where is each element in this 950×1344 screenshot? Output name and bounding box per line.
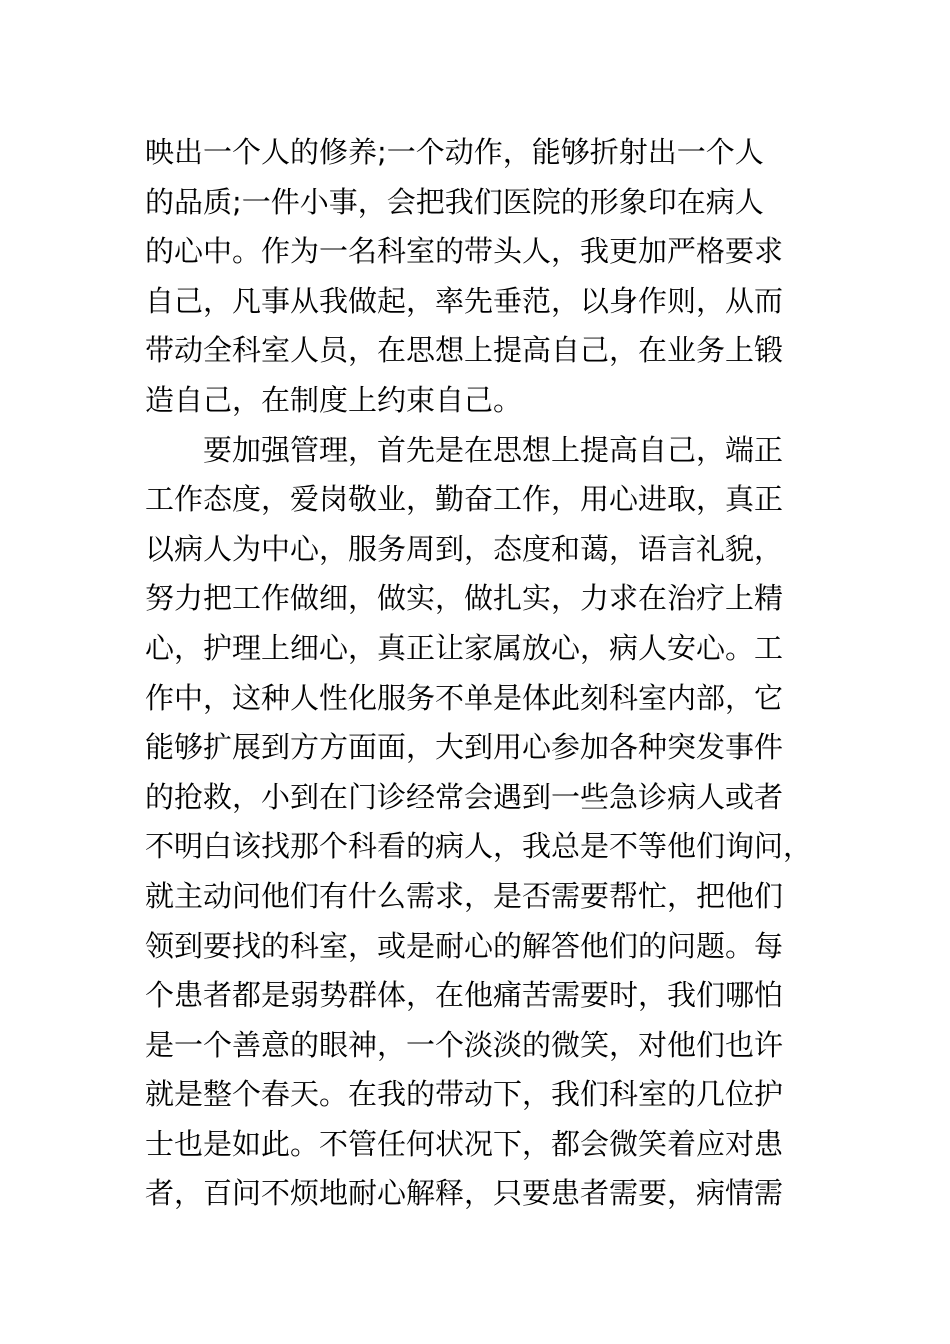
text-line: 个患者都是弱势群体，在他痛苦需要时，我们哪怕 bbox=[145, 978, 784, 1013]
text-line: 就主动问他们有什么需求，是否需要帮忙，把他们 bbox=[145, 878, 784, 913]
text-line: 的心中。作为一名科室的带头人，我更加严格要求 bbox=[145, 234, 784, 269]
text-line: 的品质;一件小事，会把我们医院的形象印在病人 bbox=[145, 184, 764, 219]
paragraph-start-line: 要加强管理，首先是在思想上提高自己，端正 bbox=[203, 432, 784, 467]
text-line: 以病人为中心，服务周到，态度和蔼，语言礼貌， bbox=[145, 531, 784, 566]
text-line: 的抢救，小到在门诊经常会遇到一些急诊病人或者 bbox=[145, 779, 784, 814]
text-line: 造自己，在制度上约束自己。 bbox=[145, 382, 523, 417]
text-line: 工作态度，爱岗敬业，勤奋工作，用心进取，真正 bbox=[145, 482, 784, 517]
text-line: 就是整个春天。在我的带动下，我们科室的几位护 bbox=[145, 1077, 784, 1112]
text-line: 带动全科室人员，在思想上提高自己，在业务上锻 bbox=[145, 333, 784, 368]
text-line: 能够扩展到方方面面，大到用心参加各种突发事件 bbox=[145, 730, 784, 765]
text-line: 领到要找的科室，或是耐心的解答他们的问题。每 bbox=[145, 928, 784, 963]
text-line: 士也是如此。不管任何状况下，都会微笑着应对患 bbox=[145, 1126, 784, 1161]
text-line: 自己，凡事从我做起，率先垂范，以身作则，从而 bbox=[145, 283, 784, 318]
text-line: 作中，这种人性化服务不单是体此刻科室内部，它 bbox=[145, 680, 784, 715]
text-line: 是一个善意的眼神，一个淡淡的微笑，对他们也许 bbox=[145, 1027, 784, 1062]
body-text bbox=[145, 128, 813, 1219]
text-line: 者，百问不烦地耐心解释，只要患者需要，病情需 bbox=[145, 1176, 784, 1211]
text-line: 心，护理上细心，真正让家属放心，病人安心。工 bbox=[145, 630, 784, 665]
text-line: 努力把工作做细，做实，做扎实，力求在治疗上精 bbox=[145, 581, 784, 616]
text-line: 不明白该找那个科看的病人，我总是不等他们询问， bbox=[145, 829, 813, 864]
text-line: 映出一个人的修养;一个动作，能够折射出一个人 bbox=[145, 135, 764, 169]
